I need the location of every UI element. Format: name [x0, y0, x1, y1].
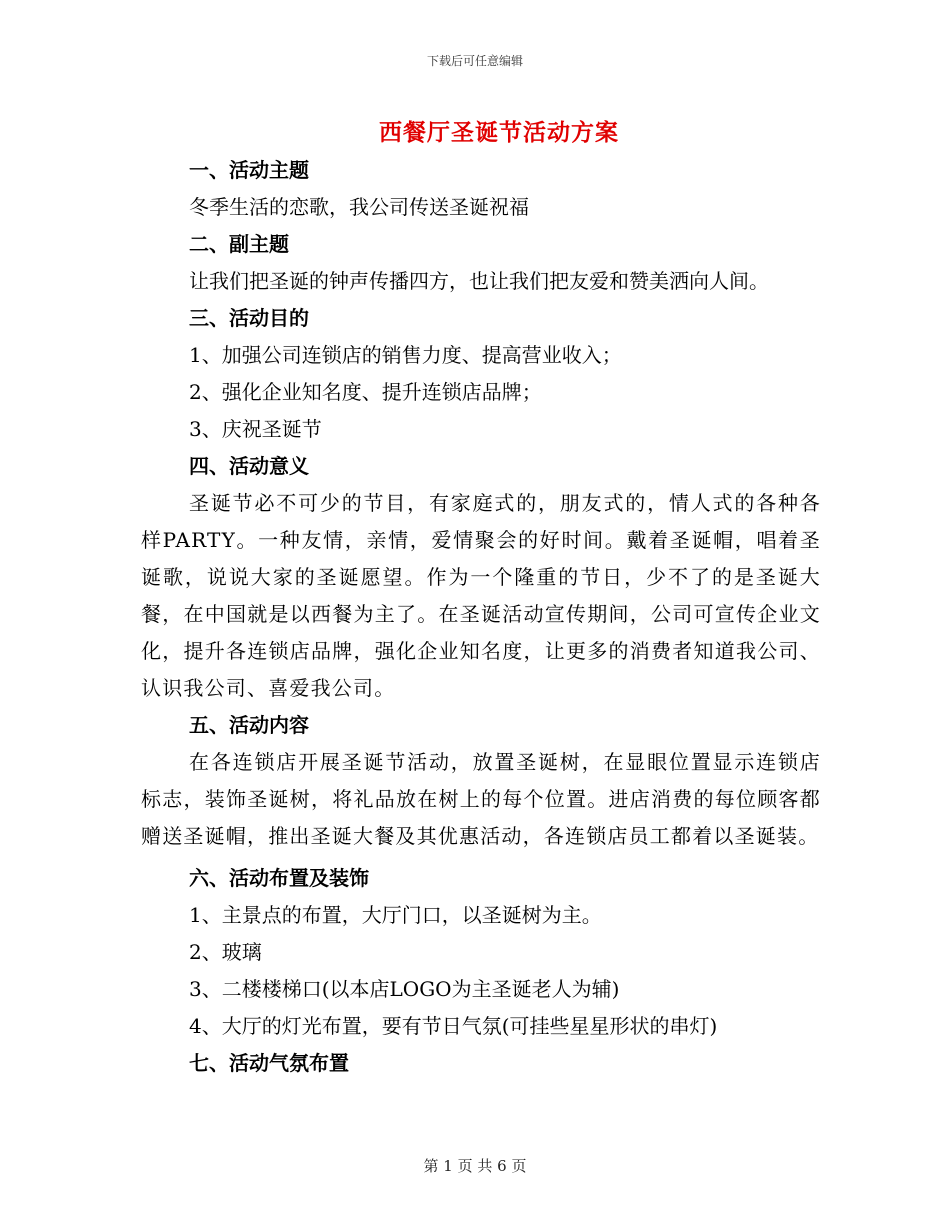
section-paragraph-content: 在各连锁店开展圣诞节活动，放置圣诞树，在显眼位置显示连锁店标志，装饰圣诞树，将礼品放在树上的每个位置。进店消费的每位顾客都赠送圣诞帽，推出圣诞大餐及其优惠活动，各连锁店员工都着以圣诞装。	[141, 750, 821, 848]
decoration-item: 2、玻璃	[189, 940, 262, 964]
section-heading-subtheme: 二、副主题	[189, 232, 289, 256]
section-heading-theme: 一、活动主题	[189, 158, 309, 182]
section-text-theme: 冬季生活的恋歌，我公司传送圣诞祝福	[189, 195, 529, 219]
purpose-item: 1、加强公司连锁店的销售力度、提高营业收入；	[189, 343, 622, 367]
decoration-item: 4、大厅的灯光布置，要有节日气氛(可挂些星星形状的串灯)	[189, 1014, 718, 1038]
document-title: 西餐厅圣诞节活动方案	[379, 119, 619, 146]
section-heading-significance: 四、活动意义	[189, 454, 309, 478]
section-heading-purpose: 三、活动目的	[189, 306, 309, 330]
section-heading-content: 五、活动内容	[189, 713, 309, 737]
purpose-item: 3、庆祝圣诞节	[189, 417, 322, 441]
page-header-note: 下载后可任意编辑	[426, 54, 523, 68]
document-body	[141, 152, 821, 1082]
section-text-subtheme: 让我们把圣诞的钟声传播四方，也让我们把友爱和赞美洒向人间。	[189, 269, 769, 293]
section-heading-decoration: 六、活动布置及装饰	[189, 866, 369, 890]
section-paragraph-significance: 圣诞节必不可少的节目，有家庭式的，朋友式的，情人式的各种各样PARTY。一种友情，亲情，爱情聚会的好时间。戴着圣诞帽，唱着圣诞歌，说说大家的圣诞愿望。作为一个隆重的节日，少不了的是圣诞大餐，在中国就是以西餐为主了。在圣诞活动宣传期间，公司可宣传企业文化，提升各连锁店品牌，强化企业知名度，让更多的消费者知道我公司、认识我公司、喜爱我公司。	[141, 491, 821, 700]
purpose-item: 2、强化企业知名度、提升连锁店品牌；	[189, 380, 542, 404]
decoration-item: 3、二楼楼梯口(以本店LOGO为主圣诞老人为辅)	[189, 977, 620, 1001]
decoration-item: 1、主景点的布置，大厅门口，以圣诞树为主。	[189, 903, 602, 927]
section-heading-atmosphere: 七、活动气氛布置	[189, 1051, 349, 1075]
page-number-footer: 第 1 页 共 6 页	[423, 1157, 527, 1175]
